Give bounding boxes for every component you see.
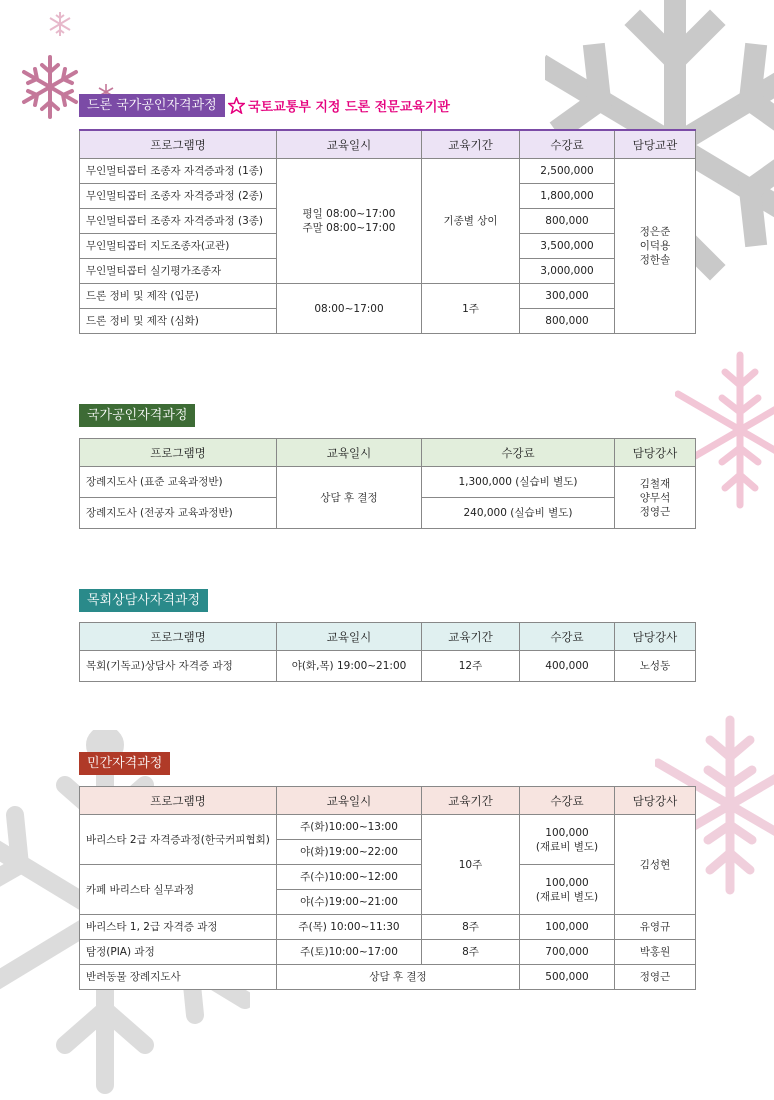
table-row (80, 965, 696, 990)
fee-cell: 240,000 (실습비 별도) (422, 498, 615, 529)
fee-cell: 3,000,000 (520, 259, 615, 284)
period-cell: 12주 (422, 651, 520, 682)
national-section-tag: 국가공인자격과정 (79, 404, 195, 427)
table-row (80, 467, 696, 498)
program-name: 무인멀티콥터 조종자 자격증과정 (1종) (80, 159, 277, 184)
fee-cell: 300,000 (520, 284, 615, 309)
table-header-row (80, 130, 696, 159)
program-name: 바리스타 1, 2급 자격증 과정 (80, 915, 277, 940)
pastoral-table (79, 622, 696, 682)
fee-amount: 100,000 (545, 826, 589, 839)
header-program: 프로그램명 (80, 787, 277, 815)
program-name: 드론 정비 및 제작 (심화) (80, 309, 277, 334)
drone-section-tag: 드론 국가공인자격과정 (79, 94, 225, 117)
table-row (80, 815, 696, 840)
header-period: 교육기간 (422, 787, 520, 815)
instructor-name: 양무석 (639, 491, 671, 504)
instructor-name: 정은준 (639, 226, 671, 238)
table-header-row (80, 439, 696, 467)
program-name: 무인멀티콥터 지도조종자(교관) (80, 234, 277, 259)
period-cell: 1주 (422, 284, 520, 334)
header-period: 교육기간 (422, 623, 520, 651)
schedule-cell: 주(목) 10:00~11:30 (277, 915, 422, 940)
instructor-cell (615, 159, 696, 334)
fee-cell: 800,000 (520, 309, 615, 334)
program-name: 무인멀티콥터 조종자 자격증과정 (3종) (80, 209, 277, 234)
program-name: 무인멀티콥터 실기평가조종자 (80, 259, 277, 284)
table-row (80, 865, 696, 890)
instructor-cell: 정영근 (615, 965, 696, 990)
instructor-cell: 김성현 (615, 815, 696, 915)
schedule-line: 주말 08:00~17:00 (302, 222, 396, 234)
schedule-cell: 야(화,목) 19:00~21:00 (277, 651, 422, 682)
schedule-cell: 주(토)10:00~17:00 (277, 940, 422, 965)
private-section-tag: 민간자격과정 (79, 752, 170, 775)
fee-note: (재료비 별도) (535, 840, 599, 853)
header-schedule: 교육일시 (277, 623, 422, 651)
program-name: 목회(기독교)상담사 자격증 과정 (80, 651, 277, 682)
program-name: 무인멀티콥터 조종자 자격증과정 (2종) (80, 184, 277, 209)
instructor-name: 정영근 (639, 505, 671, 518)
table-row (80, 284, 696, 309)
fee-amount: 100,000 (545, 876, 589, 889)
header-schedule: 교육일시 (277, 787, 422, 815)
header-fee: 수강료 (422, 439, 615, 467)
table-row (80, 915, 696, 940)
period-cell: 기종별 상이 (422, 159, 520, 284)
private-table (79, 786, 696, 990)
fee-cell: 400,000 (520, 651, 615, 682)
table-row (80, 159, 696, 184)
program-name: 카페 바리스타 실무과정 (80, 865, 277, 915)
program-name: 장례지도사 (전공자 교육과정반) (80, 498, 277, 529)
schedule-cell: 주(수)10:00~12:00 (277, 865, 422, 890)
schedule-cell: 야(화)19:00~22:00 (277, 840, 422, 865)
pastoral-section-tag: 목회상담사자격과정 (79, 589, 208, 612)
fee-cell: 3,500,000 (520, 234, 615, 259)
header-fee: 수강료 (520, 623, 615, 651)
header-program: 프로그램명 (80, 130, 277, 159)
program-name: 바리스타 2급 자격증과정(한국커피협회) (80, 815, 277, 865)
header-instructor: 담당교관 (615, 130, 696, 159)
drone-table (79, 129, 696, 334)
period-cell: 8주 (422, 915, 520, 940)
fee-cell: 1,800,000 (520, 184, 615, 209)
fee-cell (520, 865, 615, 915)
instructor-cell (615, 467, 696, 529)
fee-cell: 700,000 (520, 940, 615, 965)
instructor-name: 김철재 (639, 477, 671, 490)
period-cell: 10주 (422, 815, 520, 915)
table-header-row (80, 623, 696, 651)
schedule-line: 평일 08:00~17:00 (302, 208, 396, 220)
snowflake-small-pink-top-icon (46, 10, 74, 38)
schedule-cell: 상담 후 결정 (277, 467, 422, 529)
fee-cell: 100,000 (520, 915, 615, 940)
national-table (79, 438, 696, 529)
fee-cell: 1,300,000 (실습비 별도) (422, 467, 615, 498)
instructor-cell: 박홍원 (615, 940, 696, 965)
schedule-cell: 08:00~17:00 (277, 284, 422, 334)
program-name: 장례지도사 (표준 교육과정반) (80, 467, 277, 498)
instructor-name: 이덕용 (639, 240, 671, 252)
header-period: 교육기간 (422, 130, 520, 159)
fee-cell: 2,500,000 (520, 159, 615, 184)
schedule-cell: 주(화)10:00~13:00 (277, 815, 422, 840)
instructor-cell: 유영규 (615, 915, 696, 940)
fee-cell: 800,000 (520, 209, 615, 234)
header-instructor: 담당강사 (615, 623, 696, 651)
header-fee: 수강료 (520, 787, 615, 815)
schedule-cell (277, 159, 422, 284)
header-schedule: 교육일시 (277, 130, 422, 159)
table-header-row (80, 787, 696, 815)
fee-note: (재료비 별도) (535, 890, 599, 903)
header-program: 프로그램명 (80, 623, 277, 651)
header-fee: 수강료 (520, 130, 615, 159)
schedule-cell: 상담 후 결정 (277, 965, 520, 990)
program-name: 탐정(PIA) 과정 (80, 940, 277, 965)
drone-tagline (228, 94, 450, 117)
snowflake-pink-title-icon (18, 55, 82, 119)
schedule-cell: 야(수)19:00~21:00 (277, 890, 422, 915)
program-name: 반려동물 장례지도사 (80, 965, 277, 990)
star-outline-icon (228, 97, 245, 114)
table-row (80, 651, 696, 682)
fee-cell: 500,000 (520, 965, 615, 990)
instructor-name: 정한솔 (639, 254, 671, 266)
drone-tagline-text: 국토교통부 지정 드론 전문교육기관 (248, 100, 450, 115)
table-row (80, 940, 696, 965)
header-program: 프로그램명 (80, 439, 277, 467)
instructor-cell: 노성동 (615, 651, 696, 682)
header-schedule: 교육일시 (277, 439, 422, 467)
header-instructor: 담당강사 (615, 439, 696, 467)
header-instructor: 담당강사 (615, 787, 696, 815)
period-cell: 8주 (422, 940, 520, 965)
fee-cell (520, 815, 615, 865)
program-name: 드론 정비 및 제작 (입문) (80, 284, 277, 309)
